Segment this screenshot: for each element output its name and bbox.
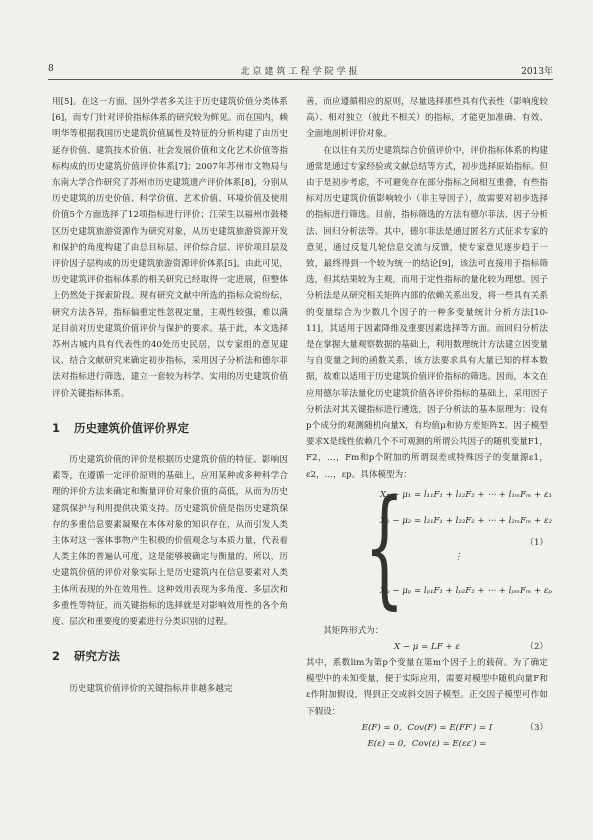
equation-3b [306, 736, 548, 752]
equation-brace: { [364, 474, 405, 623]
page-number: 8 [48, 64, 54, 74]
intro-paragraph: 用[5]。在这一方面，国外学者多关注于历史建筑价值分类体系[6]，而专门针对评价指标体系的研究较为鲜见。而在国内，赖明华等根据我国历史建筑价值属性及特征的分析构建了由历史延存价值、建筑技术价值、社会发展价值和文化艺术价值等指标构成的历史建筑价值评价体系[7]；2007年苏州市文物局与东南大学合作研究了苏州市历史建筑遗产评价体系[8]，分别从历史建筑的历史价值、科学价值、艺术价值、环境价值及使用价值5个方面选择了12项指标进行评价；江荣生以福州市鼓楼区历史建筑旅游资源作为研究对象，从历史建筑旅游资源开发和保护的角度构建了由总目标层、评价综合层、评价项目层及评价因子层构成的历史建筑旅游资源评价体系[5]。由此可见，历史建筑评价指标体系的相关研究已经取得一定进展，但整体上仍然处于探索阶段。现有研究文献中所选的指标众说纷纭，研究方法各异，指标偏重定性忽视定量，主观性较强，难以满足目前对历史建筑价值评价与保护的要求。基于此，本文选择苏州古城内具有代表性的40处历史民居，以专家组的意见建议、结合文献研究来确定初步指标，采用因子分析法和德尔菲法对指标进行筛选，建立一套较为科学、实用的历史建筑价值评价关键指标体系。 [52, 97, 288, 399]
header-rule [48, 79, 553, 80]
equation-3a-body: E(F) = 0，Cov(F) = E(FF′) = I [361, 722, 493, 733]
running-header [48, 64, 553, 80]
section-2-title: 研究方法 [74, 649, 120, 664]
equation-3b-body: E(ε) = 0，Cov(ε) = E(εε′) = [367, 738, 487, 749]
left-column [52, 94, 288, 697]
loading-paragraph: 其中，系数lim为第p个变量在第m个因子上的载荷。为了确定模型中的未知变量，便于实际应用，需要对模型中随机向量F和ε作附加假设，得到正交或斜交因子模型。正交因子模型可作如下假设： [306, 658, 548, 717]
section-1-heading [52, 420, 288, 436]
equation-3a [306, 720, 548, 736]
section-2-number: 2 [52, 649, 61, 664]
section-2-heading [52, 648, 288, 664]
equation-1-line: X₁ − μ₁ = l₁₁F₁ + l₁₂F₂ + ⋯ + l₁ₘFₘ + ε₁ [380, 489, 553, 500]
section-2-paragraph: 历史建筑价值评价的关键指标并非越多越完 [69, 683, 233, 694]
section-1-paragraph: 历史建筑价值的评价是根据历史建筑价值的特征、影响因素等，在遵循一定评价原则的基础上，应用某种或多种科学合理的评价方法来确定和衡量评价对象价值的高低，从而为历史建筑保护与利用提供决策支持。历史建筑价值是指历史建筑保存的多重信息要素凝聚在本体对象的知识存在，从而引发人类主体对这一客体事物产生积极的价值观念与本质力量，代表着人类主体的普遍认可度，这是能够被确定与衡量的。所以，历史建筑价值的评价对象实际上是历史建筑内在信息要素对人类主体所表现的外在效用性。这种效用表现为多角度、多层次和多重性等特征，而关键指标的选择就是对影响效用性的各个角度、层次和重要度的要素进行分类识别的过程。 [52, 455, 288, 628]
equation-3-number: （3） [525, 722, 548, 733]
right-column [306, 94, 553, 752]
matrix-form-label: 其矩阵形式为： [323, 625, 384, 636]
methods-paragraph: 在以往有关历史建筑综合价值评价中，评价指标体系的构建通常是通过专家经验或文献总结等方式，初步选择原始指标。但由于是初步考虑，不可避免存在部分指标之间相互重叠，有些指标对历史建筑价值影响较小（非主导因子），故需要对初步选择的指标进行筛选。目前，指标筛选的方法有德尔菲法、因子分析法、回归分析法等。其中，德尔菲法是通过匿名方式征求专家的意见，通过反复几轮信息交流与反馈，使专家意见逐步趋于一致，最终得到一个较为统一的结论[9]，该法可直接用于指标筛选，但其结果较为主观，而用于定性指标的量化较为理想。因子分析法是从研究相关矩阵内部的依赖关系出发，将一些具有关系的变量综合为少数几个因子的一种多变量统计分析方法[10-11]，其适用于因素降维及重要因素选择等方面。而回归分析法是在掌握大量观察数据的基础上，利用数理统计方法建立因变量与自变量之间的函数关系，该方法要求具有大量已知的样本数据，故难以适用于历史建筑价值评价指标的筛选。因而，本文在应用德尔菲法量化历史建筑价值各评价指标的基础上，采用因子分析法对其关键指标进行遴选，因子分析法的基本原理为：设有p个成分的观测随机向量X，有均值μ和协方差矩阵Σ。因子模型要求X是线性依赖几个不可观测的所谓公共因子的随机变量F1，F2，…，Fm和p个附加的所谓误差或特殊因子的变量源ε1，ε2，…，εp。具体模型为： [306, 145, 548, 480]
journal-name: 北京建筑工程学院学报 [240, 67, 361, 77]
continued-paragraph: 善，而应遵循相应的原则，尽量选择那些具有代表性（影响度较高）、相对独立（彼此不相关）的指标，才能更加准确、有效、全面地剖析评价对象。 [306, 97, 548, 140]
publication-year: 2013年 [521, 67, 553, 77]
equation-1-line: X₂ − μ₂ = l₂₁F₁ + l₂₂F₂ + ⋯ + l₂ₘFₘ + ε₂ [380, 515, 553, 526]
section-1-title: 历史建筑价值评价界定 [74, 420, 189, 435]
equation-1-vdots: ⋮ [454, 551, 463, 562]
equation-1-line: Xₚ − μₚ = lₚ₁F₁ + lₚ₂F₂ + ⋯ + lₚₘFₘ + εₚ [380, 585, 552, 596]
equation-1-system [306, 474, 553, 623]
section-1-number: 1 [52, 420, 61, 435]
equation-2-body: X − μ = LF + ε [394, 642, 460, 653]
equation-1-number: （1） [525, 537, 548, 548]
equation-2 [306, 639, 548, 655]
equation-2-number: （2） [525, 642, 548, 653]
